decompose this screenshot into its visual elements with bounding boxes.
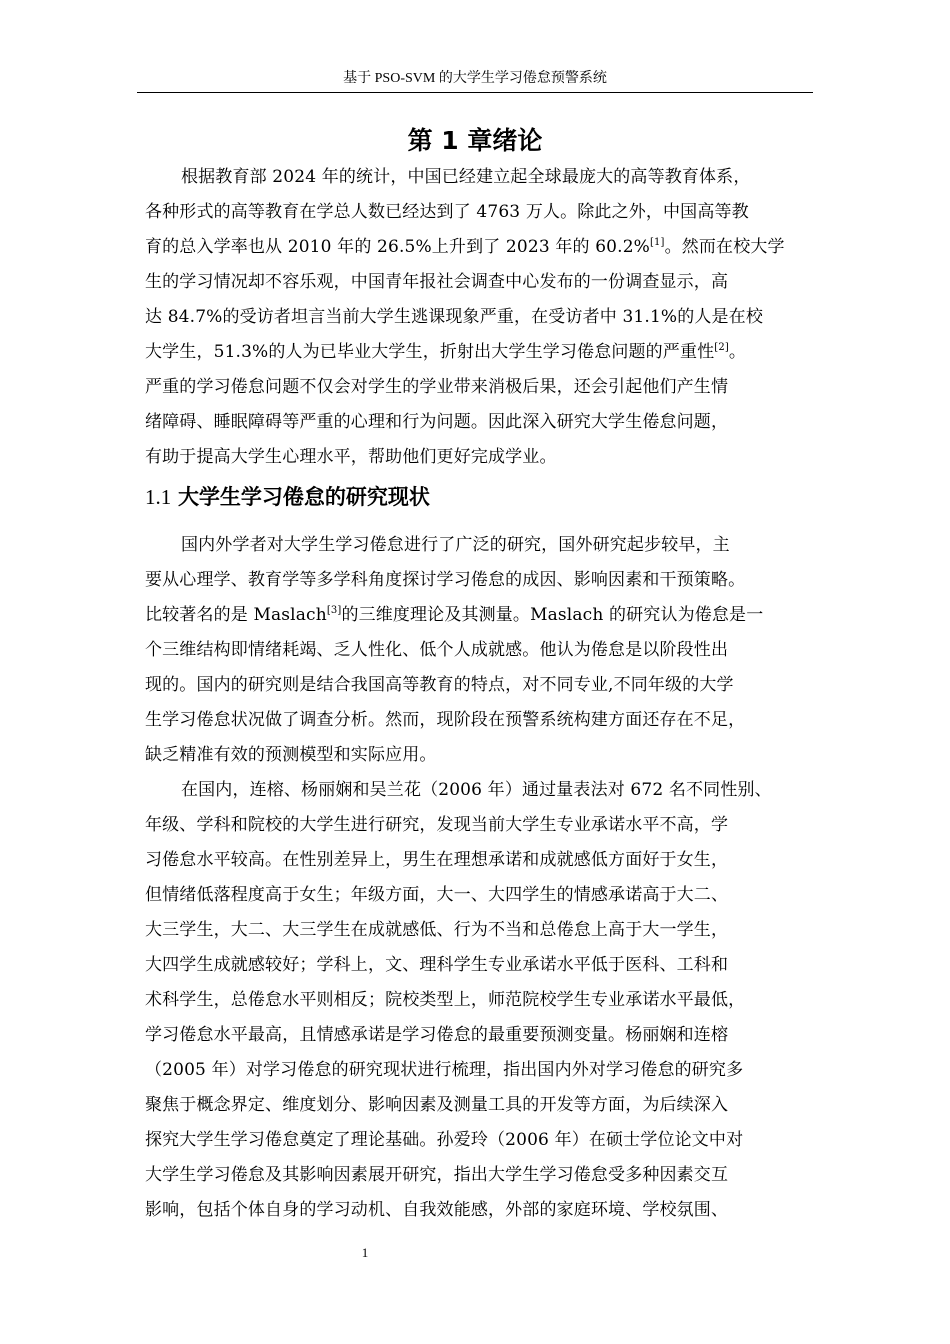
text-line: 生学习倦怠状况做了调查分析。然而，现阶段在预警系统构建方面还存在不足，: [145, 710, 746, 730]
section-heading: [145, 482, 809, 512]
text-line: 大四学生成就感较好；学科上，文、理科学生专业承诺水平低于医科、工科和: [145, 955, 729, 975]
text-segment: 。然而在校大学: [664, 237, 785, 257]
citation-1[interactable]: [1]: [649, 237, 665, 248]
citation-3[interactable]: [3]: [326, 605, 342, 616]
text-line: 绪障碍、睡眠障碍等严重的心理和行为问题。因此深入研究大学生倦怠问题，: [145, 412, 729, 432]
section-title-text: 大学生学习倦怠的研究现状: [177, 485, 430, 509]
text-line: [145, 335, 809, 370]
text-line: 各种形式的高等教育在学总人数已经达到了 4763 万人。除此之外，中国高等教: [145, 202, 749, 222]
text-segment: 育的总入学率也从 2010 年的 26.5%上升到了 2023 年的 60.2%: [145, 237, 650, 257]
text-line: 生的学习情况却不容乐观，中国青年报社会调查中心发布的一份调查显示，高: [145, 272, 729, 292]
text-segment: 。: [728, 342, 747, 362]
chapter-title: 第 1 章绪论: [407, 126, 543, 155]
text-line: 国内外学者对大学生学习倦怠进行了广泛的研究，国外研究起步较早，主: [181, 535, 730, 555]
text-line: 缺乏精准有效的预测模型和实际应用。: [145, 745, 437, 765]
text-line: [145, 230, 809, 265]
research-paragraph: [145, 528, 809, 773]
domestic-research-paragraph: [145, 773, 809, 1228]
text-line: 术科学生，总倦怠水平则相反；院校类型上，师范院校学生专业承诺水平最低，: [145, 990, 746, 1010]
text-line: 达 84.7%的受访者坦言当前大学生逃课现象严重，在受访者中 31.1%的人是在校: [145, 307, 763, 327]
text-line: 习倦怠水平较高。在性别差异上，男生在理想承诺和成就感低方面好于女生，: [145, 850, 729, 870]
text-line: 探究大学生学习倦怠奠定了理论基础。孙爱玲（2006 年）在硕士学位论文中对: [145, 1130, 744, 1150]
text-line: 根据教育部 2024 年的统计，中国已经建立起全球最庞大的高等教育体系，: [181, 167, 751, 187]
text-line: （2005 年）对学习倦怠的研究现状进行梳理，指出国内外对学习倦怠的研究多: [145, 1060, 744, 1080]
running-header: 基于 PSO-SVM 的大学生学习倦怠预警系统: [343, 71, 607, 86]
text-line: 但情绪低落程度高于女生；年级方面，大一、大四学生的情感承诺高于大二、: [145, 885, 729, 905]
text-line: 严重的学习倦怠问题不仅会对学生的学业带来消极后果，还会引起他们产生情: [145, 377, 729, 397]
text-line: 个三维结构即情绪耗竭、乏人性化、低个人成就感。他认为倦怠是以阶段性出: [145, 640, 729, 660]
text-line: 要从心理学、教育学等多学科角度探讨学习倦怠的成因、影响因素和干预策略。: [145, 570, 746, 590]
text-line: 现的。国内的研究则是结合我国高等教育的特点，对不同专业,不同年级的大学: [145, 675, 734, 695]
intro-paragraph: [145, 160, 809, 475]
text-line: 大三学生，大二、大三学生在成就感低、行为不当和总倦怠上高于大一学生，: [145, 920, 729, 940]
page-number: 1: [361, 1245, 369, 1260]
text-line: 在国内，连榕、杨丽娴和吴兰花（2006 年）通过量表法对 672 名不同性别、: [181, 780, 772, 800]
text-line: 影响，包括个体自身的学习动机、自我效能感，外部的家庭环境、学校氛围、: [145, 1200, 729, 1220]
header-rule: [137, 92, 813, 93]
text-line: 年级、学科和院校的大学生进行研究，发现当前大学生专业承诺水平不高，学: [145, 815, 729, 835]
text-segment: 的三维度理论及其测量。Maslach 的研究认为倦怠是一: [341, 605, 764, 625]
citation-2[interactable]: [2]: [714, 342, 729, 353]
text-line: 聚焦于概念界定、维度划分、影响因素及测量工具的开发等方面，为后续深入: [145, 1095, 729, 1115]
text-line: 有助于提高大学生心理水平，帮助他们更好完成学业。: [145, 447, 557, 467]
text-line: 学习倦怠水平最高，且情感承诺是学习倦怠的最重要预测变量。杨丽娴和连榕: [145, 1025, 729, 1045]
section-number: 1.1: [145, 485, 172, 509]
text-segment: 比较著名的是 Maslach: [145, 605, 327, 625]
text-segment: 大学生，51.3%的人为已毕业大学生，折射出大学生学习倦怠问题的严重性: [145, 342, 715, 362]
text-line: 大学生学习倦怠及其影响因素展开研究，指出大学生学习倦怠受多种因素交互: [145, 1165, 729, 1185]
text-line: [145, 598, 809, 633]
